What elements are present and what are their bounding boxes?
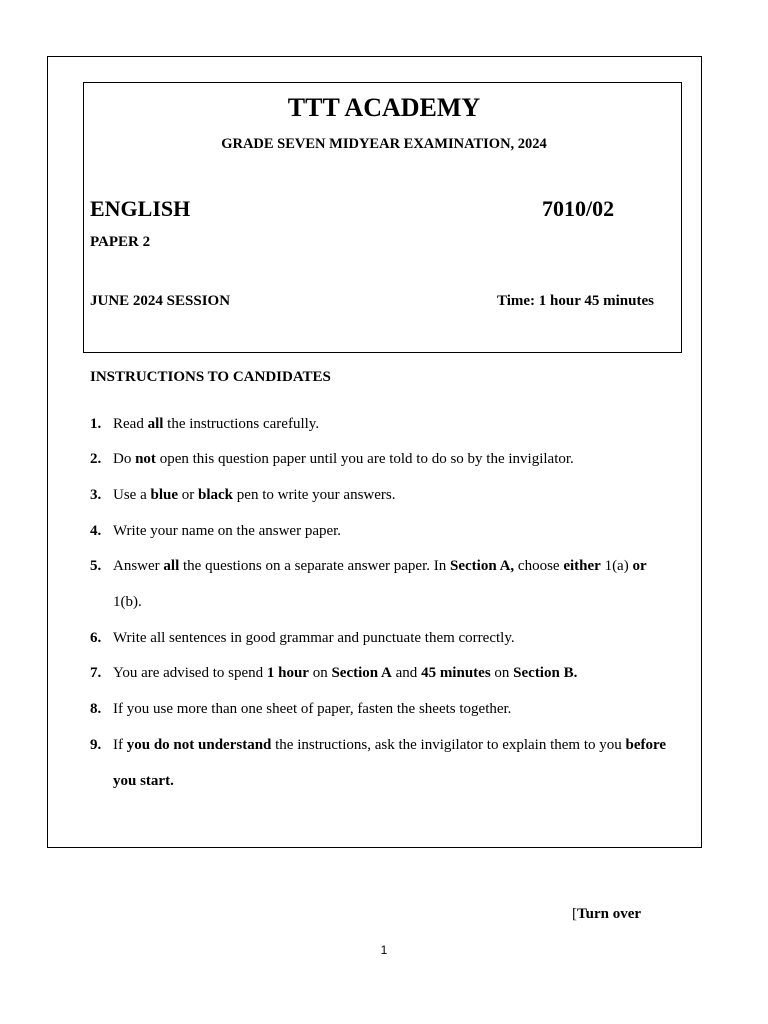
page-number: 1 — [380, 943, 388, 957]
turn-over-note: [Turn over — [572, 906, 642, 922]
instruction-text: You are advised to spend 1 hour on Section A and 45 minutes on Section B. — [113, 665, 578, 681]
exam-title: GRADE SEVEN MIDYEAR EXAMINATION, 2024 — [221, 136, 547, 152]
instruction-number: 4. — [90, 523, 102, 539]
time-allowed: Time: 1 hour 45 minutes — [497, 293, 654, 309]
paper-number: PAPER 2 — [90, 234, 151, 250]
session-label: JUNE 2024 SESSION — [90, 293, 231, 309]
instruction-number: 7. — [90, 665, 102, 681]
instruction-text: Do not open this question paper until you are told to do so by the invigilator. — [113, 451, 574, 467]
instructions-title: INSTRUCTIONS TO CANDIDATES — [90, 369, 331, 385]
instruction-item — [90, 441, 680, 477]
instruction-item — [90, 691, 680, 727]
instruction-text: Write your name on the answer paper. — [113, 523, 342, 539]
school-name: TTT ACADEMY — [287, 93, 481, 122]
instruction-item — [90, 477, 680, 513]
instruction-item — [90, 513, 680, 549]
instruction-number: 2. — [90, 451, 102, 467]
instruction-number: 5. — [90, 558, 102, 574]
instruction-item — [90, 548, 680, 620]
instruction-text: Use a blue or black pen to write your answers. — [113, 487, 396, 503]
instruction-number: 6. — [90, 630, 102, 646]
instruction-item — [90, 727, 680, 799]
instruction-text: If you use more than one sheet of paper, fasten the sheets together. — [113, 701, 512, 717]
instruction-number: 8. — [90, 701, 102, 717]
instruction-text: Write all sentences in good grammar and punctuate them correctly. — [113, 630, 515, 646]
paper-code: 7010/02 — [542, 196, 615, 221]
subject-title: ENGLISH — [90, 196, 191, 221]
instruction-item — [90, 406, 680, 442]
instruction-item — [90, 620, 680, 656]
instruction-text: If you do not understand the instructions, ask the invigilator to explain them to you before you start. — [113, 737, 667, 789]
instruction-number: 9. — [90, 737, 102, 753]
instruction-number: 3. — [90, 487, 102, 503]
instruction-number: 1. — [90, 416, 102, 432]
instruction-item — [90, 655, 680, 691]
instruction-text: Answer all the questions on a separate answer paper. In Section A, choose either 1(a) or 1(b). — [113, 558, 647, 610]
instruction-text: Read all the instructions carefully. — [113, 416, 320, 432]
